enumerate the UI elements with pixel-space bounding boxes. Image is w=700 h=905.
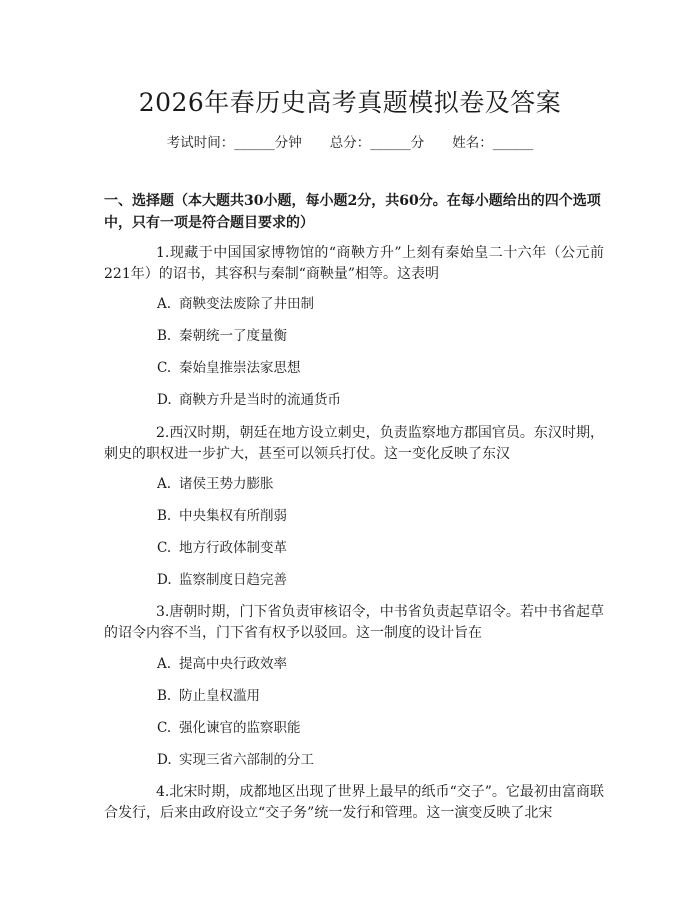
- question-number: 3.: [156, 604, 170, 620]
- option-3d: [157, 750, 314, 770]
- option-text: 提高中央行政效率: [179, 656, 287, 672]
- option-3c: [157, 718, 301, 738]
- option-1d: [157, 390, 341, 410]
- exam-meta: [0, 131, 700, 151]
- option-text: 商鞅变法废除了井田制: [179, 296, 314, 312]
- option-text: 防止皇权滥用: [179, 688, 260, 704]
- option-text: 监察制度日趋完善: [179, 572, 287, 588]
- option-text: 地方行政体制变革: [179, 540, 287, 556]
- student-name-field: 姓名：______: [452, 135, 534, 151]
- option-letter: B.: [157, 688, 172, 704]
- option-text: 强化谏官的监察职能: [179, 720, 301, 736]
- option-letter: C.: [157, 360, 172, 376]
- option-letter: A.: [157, 296, 172, 312]
- option-letter: B.: [157, 328, 172, 344]
- question-3: [104, 602, 604, 644]
- option-2c: [157, 538, 287, 558]
- option-text: 诸侯王势力膨胀: [179, 476, 274, 492]
- question-1: [104, 243, 604, 285]
- exam-time-field: 考试时间：______分钟: [166, 135, 302, 151]
- option-3b: [157, 686, 260, 706]
- question-stem: 西汉时期，朝廷在地方设立刺史，负责监察地方郡国官员。东汉时期，刺史的职权进一步扩大，甚至可以领兵打仗。这一变化反映了东汉: [104, 425, 604, 462]
- option-2a: [157, 474, 274, 494]
- question-stem: 唐朝时期，门下省负责审核诏令，中书省负责起草诏令。若中书省起草的诏令内容不当，门下省有权予以驳回。这一制度的设计旨在: [104, 604, 604, 641]
- option-1b: [157, 326, 287, 346]
- option-letter: D.: [157, 392, 172, 408]
- question-stem: 现藏于中国国家博物馆的“商鞅方升”上刻有秦始皇二十六年（公元前221年）的诏书，其容积与秦制“商鞅量”相等。这表明: [104, 245, 604, 282]
- question-2: [104, 423, 604, 465]
- option-text: 秦始皇推崇法家思想: [179, 360, 301, 376]
- question-number: 4.: [156, 784, 170, 800]
- option-1a: [157, 294, 314, 314]
- option-2d: [157, 570, 287, 590]
- section-heading: 一、选择题（本大题共30小题，每小题2分，共60分。在每小题给出的四个选项中，只有一项是符合题目要求的）: [104, 193, 601, 231]
- option-text: 实现三省六部制的分工: [179, 752, 314, 768]
- total-score-field: 总分：______分: [329, 135, 425, 151]
- question-number: 1.: [156, 245, 170, 261]
- option-text: 秦朝统一了度量衡: [179, 328, 287, 344]
- question-stem: 北宋时期，成都地区出现了世界上最早的纸币“交子”。它最初由富商联合发行，后来由政府设立“交子务”统一发行和管理。这一演变反映了北宋: [104, 784, 604, 821]
- option-letter: A.: [157, 476, 172, 492]
- question-4: [104, 782, 604, 824]
- option-letter: B.: [157, 508, 172, 524]
- option-letter: D.: [157, 572, 172, 588]
- option-2b: [157, 506, 287, 526]
- option-1c: [157, 358, 301, 378]
- option-letter: C.: [157, 540, 172, 556]
- option-3a: [157, 654, 287, 674]
- option-letter: A.: [157, 656, 172, 672]
- question-number: 2.: [156, 425, 170, 441]
- option-text: 商鞅方升是当时的流通货币: [179, 392, 341, 408]
- option-letter: C.: [157, 720, 172, 736]
- page-title: 2026年春历史高考真题模拟卷及答案: [138, 88, 562, 117]
- option-text: 中央集权有所削弱: [179, 508, 287, 524]
- option-letter: D.: [157, 752, 172, 768]
